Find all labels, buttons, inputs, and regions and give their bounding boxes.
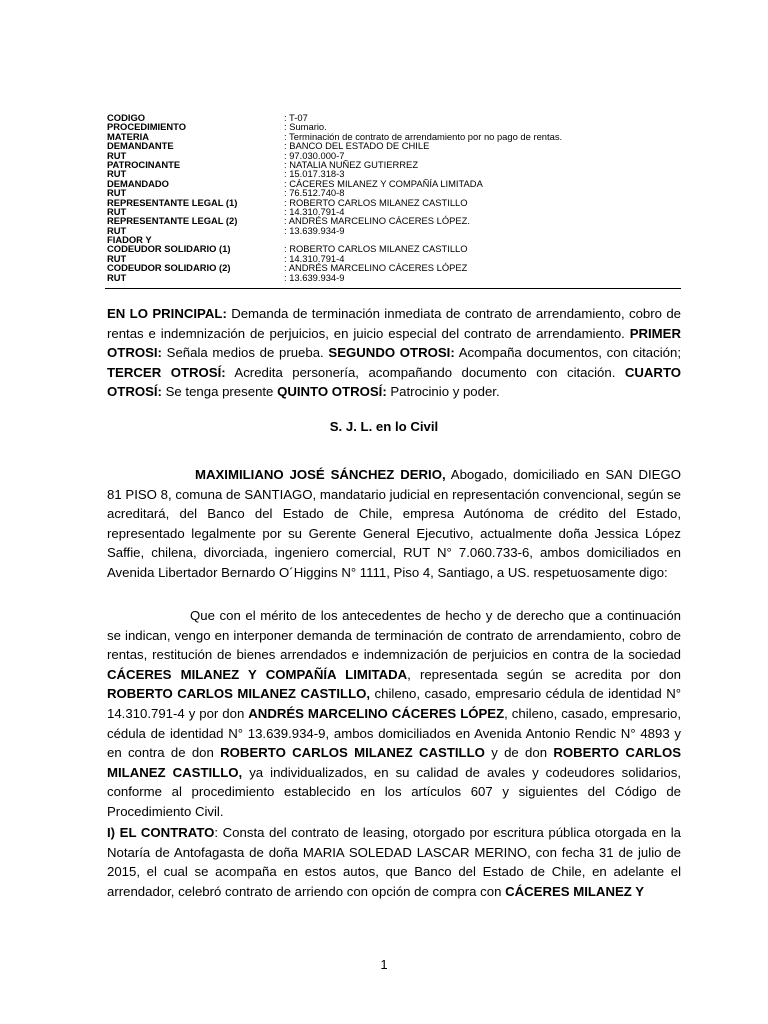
claim-text-2: , representada según se acredita por don <box>407 666 682 682</box>
metadata-value: : Sumario. <box>284 121 327 133</box>
claim-text-3: chileno, casado, empresario cédula de identidad N° 14.310.791-4 y por don <box>107 686 681 721</box>
defendant-company: CÁCERES MILANEZ Y COMPAÑÍA LIMITADA <box>107 666 408 682</box>
metadata-label: DEMANDADO <box>107 177 169 189</box>
tercer-otrosi-label: TERCER OTROSÍ: <box>107 364 226 380</box>
metadata-row <box>107 198 607 207</box>
metadata-label: FIADOR Y <box>107 234 152 246</box>
metadata-row <box>107 141 607 150</box>
quinto-otrosi-text: Patrocinio y poder. <box>386 384 500 400</box>
metadata-row <box>107 179 607 188</box>
cuarto-otrosi-label: CUARTO OTROSÍ: <box>107 364 682 400</box>
filing-summary <box>107 304 681 402</box>
quinto-otrosi-label: QUINTO OTROSÍ: <box>277 384 387 400</box>
metadata-label: MATERIA <box>107 130 150 142</box>
claim-text-5: y de don <box>484 745 554 761</box>
metadata-value: : BANCO DEL ESTADO DE CHILE <box>284 140 430 152</box>
primer-otrosi-text: Señala medios de prueba. <box>161 345 329 361</box>
metadata-value: : 97.030.000-7 <box>284 149 345 161</box>
metadata-row <box>107 226 607 235</box>
guarantor-1: ROBERTO CARLOS MILANEZ CASTILLO <box>220 745 485 761</box>
paragraph-appearance <box>107 465 681 583</box>
metadata-label: PROCEDIMIENTO <box>107 121 187 133</box>
metadata-label: CODEUDOR SOLIDARIO (2) <box>107 262 231 274</box>
claim-text-6: ya individualizados, en su calidad de avales y codeudores solidarios, conforme al procedimiento establecido en los artículos 607 y siguientes del Código de Procedimiento Civil. <box>107 764 681 819</box>
tercer-otrosi-text: Acredita personería, acompañando documento con citación. <box>225 364 625 380</box>
contract-heading: I) EL CONTRATO <box>107 825 215 840</box>
court-heading: S. J. L. en lo Civil <box>329 419 439 434</box>
attorney-name: MAXIMILIANO JOSÉ SÁNCHEZ DERIO, <box>195 467 446 482</box>
representative-1: ROBERTO CARLOS MILANEZ CASTILLO, <box>107 686 371 702</box>
metadata-value: : 13.639.934-9 <box>284 271 345 283</box>
metadata-label: REPRESENTANTE LEGAL (1) <box>107 196 238 208</box>
segundo-otrosi-text: Acompaña documentos, con citación; <box>454 345 682 361</box>
metadata-label: RUT <box>107 187 127 199</box>
metadata-label: DEMANDANTE <box>107 140 174 152</box>
metadata-label: RUT <box>107 168 127 180</box>
metadata-value: : 15.017.318-3 <box>284 168 345 180</box>
metadata-label: PATROCINANTE <box>107 158 181 170</box>
appearance-text: Abogado, domiciliado en SAN DIEGO 81 PISO 8, comuna de SANTIAGO, mandatario judicial en representación convencional, según se acreditará, del Banco del Estado de Chile, empresa Autónoma de crédito del Estado, representado legalmente por su Gerente General Ejecutivo, actualmente doña Jessica López Saffie, chilena, divorciada, ingeniero comercial, RUT N° 7.060.733-6, ambos domiciliados en Avenida Libertador Bernardo O´Higgins N° 1111, Piso 4, Santiago, a US. respetuosamente digo: <box>107 467 681 580</box>
metadata-label: RUT <box>107 252 127 264</box>
paragraph-claim <box>107 606 681 822</box>
guarantor-2: ROBERTO CARLOS MILANEZ CASTILLO, <box>107 745 682 780</box>
primer-otrosi-label: PRIMER OTROSI: <box>107 325 681 361</box>
metadata-row <box>107 263 607 272</box>
metadata-row <box>107 273 607 282</box>
page-number: 1 <box>380 957 388 972</box>
metadata-label: RUT <box>107 149 127 161</box>
principal-text: Demanda de terminación inmediata de contrato de arrendamiento, cobro de rentas e indemnización de perjuicios, en juicio especial del contrato de arrendamiento. <box>107 306 681 341</box>
paragraph-contract <box>107 823 681 901</box>
metadata-value: : ANDRÉS MARCELINO CÁCERES LÓPEZ. <box>284 215 470 227</box>
contract-text: : Consta del contrato de leasing, otorgado por escritura pública otorgada en la Notaría de Antofagasta de doña MARIA SOLEDAD LASCAR MERINO, con fecha 31 de julio de 2015, el cual se acompaña en estos autos, que Banco del Estado de Chile, en adelante el arrendador, celebró contrato de arriendo con opción de compra con <box>107 825 681 899</box>
metadata-label: CODEUDOR SOLIDARIO (1) <box>107 243 231 255</box>
metadata-value: : NATALIA NUÑEZ GUTIERREZ <box>284 158 419 170</box>
metadata-value: : 76.512.740-8 <box>284 187 345 199</box>
header-divider <box>105 288 681 289</box>
principal-label: EN LO PRINCIPAL: <box>107 306 227 321</box>
claim-text-4: , chileno, casado, empresario, cédula de identidad N° 13.639.934-9, ambos domiciliados en Avenida Antonio Rendic N° 4893 y en contra de don <box>107 705 681 761</box>
segundo-otrosi-label: SEGUNDO OTROSI: <box>328 345 455 361</box>
metadata-label: RUT <box>107 205 127 217</box>
metadata-label: CODIGO <box>107 112 146 123</box>
case-metadata-table <box>107 113 607 282</box>
metadata-value: : ROBERTO CARLOS MILANEZ CASTILLO <box>284 243 468 255</box>
metadata-label: REPRESENTANTE LEGAL (2) <box>107 215 238 227</box>
metadata-value: : Terminación de contrato de arrendamiento por no pago de rentas. <box>284 130 563 142</box>
metadata-value: : ROBERTO CARLOS MILANEZ CASTILLO <box>284 196 468 208</box>
cuarto-otrosi-text: Se tenga presente <box>161 384 278 400</box>
metadata-value: : CÁCERES MILANEZ Y COMPAÑÍA LIMITADA <box>284 177 483 189</box>
metadata-row <box>107 244 607 253</box>
contract-party: CÁCERES MILANEZ Y <box>505 883 645 899</box>
metadata-row <box>107 160 607 169</box>
claim-text-1: Que con el mérito de los antecedentes de hecho y de derecho que a continuación se indican, vengo en interponer demanda de terminación de contrato de arrendamiento, cobro de rentas, restitución de bienes arrendados e indemnización de perjuicios en contra de la sociedad <box>107 608 681 663</box>
metadata-value: : 14.310.791-4 <box>284 252 345 264</box>
metadata-label: RUT <box>107 271 127 283</box>
metadata-value: : ANDRÉS MARCELINO CÁCERES LÓPEZ <box>284 262 468 274</box>
metadata-label: RUT <box>107 224 127 236</box>
metadata-value: : 13.639.934-9 <box>284 224 345 236</box>
metadata-row <box>107 216 607 225</box>
metadata-value: : T-07 <box>284 112 308 123</box>
representative-2: ANDRÉS MARCELINO CÁCERES LÓPEZ <box>248 705 505 721</box>
metadata-value: : 14.310.791-4 <box>284 205 345 217</box>
